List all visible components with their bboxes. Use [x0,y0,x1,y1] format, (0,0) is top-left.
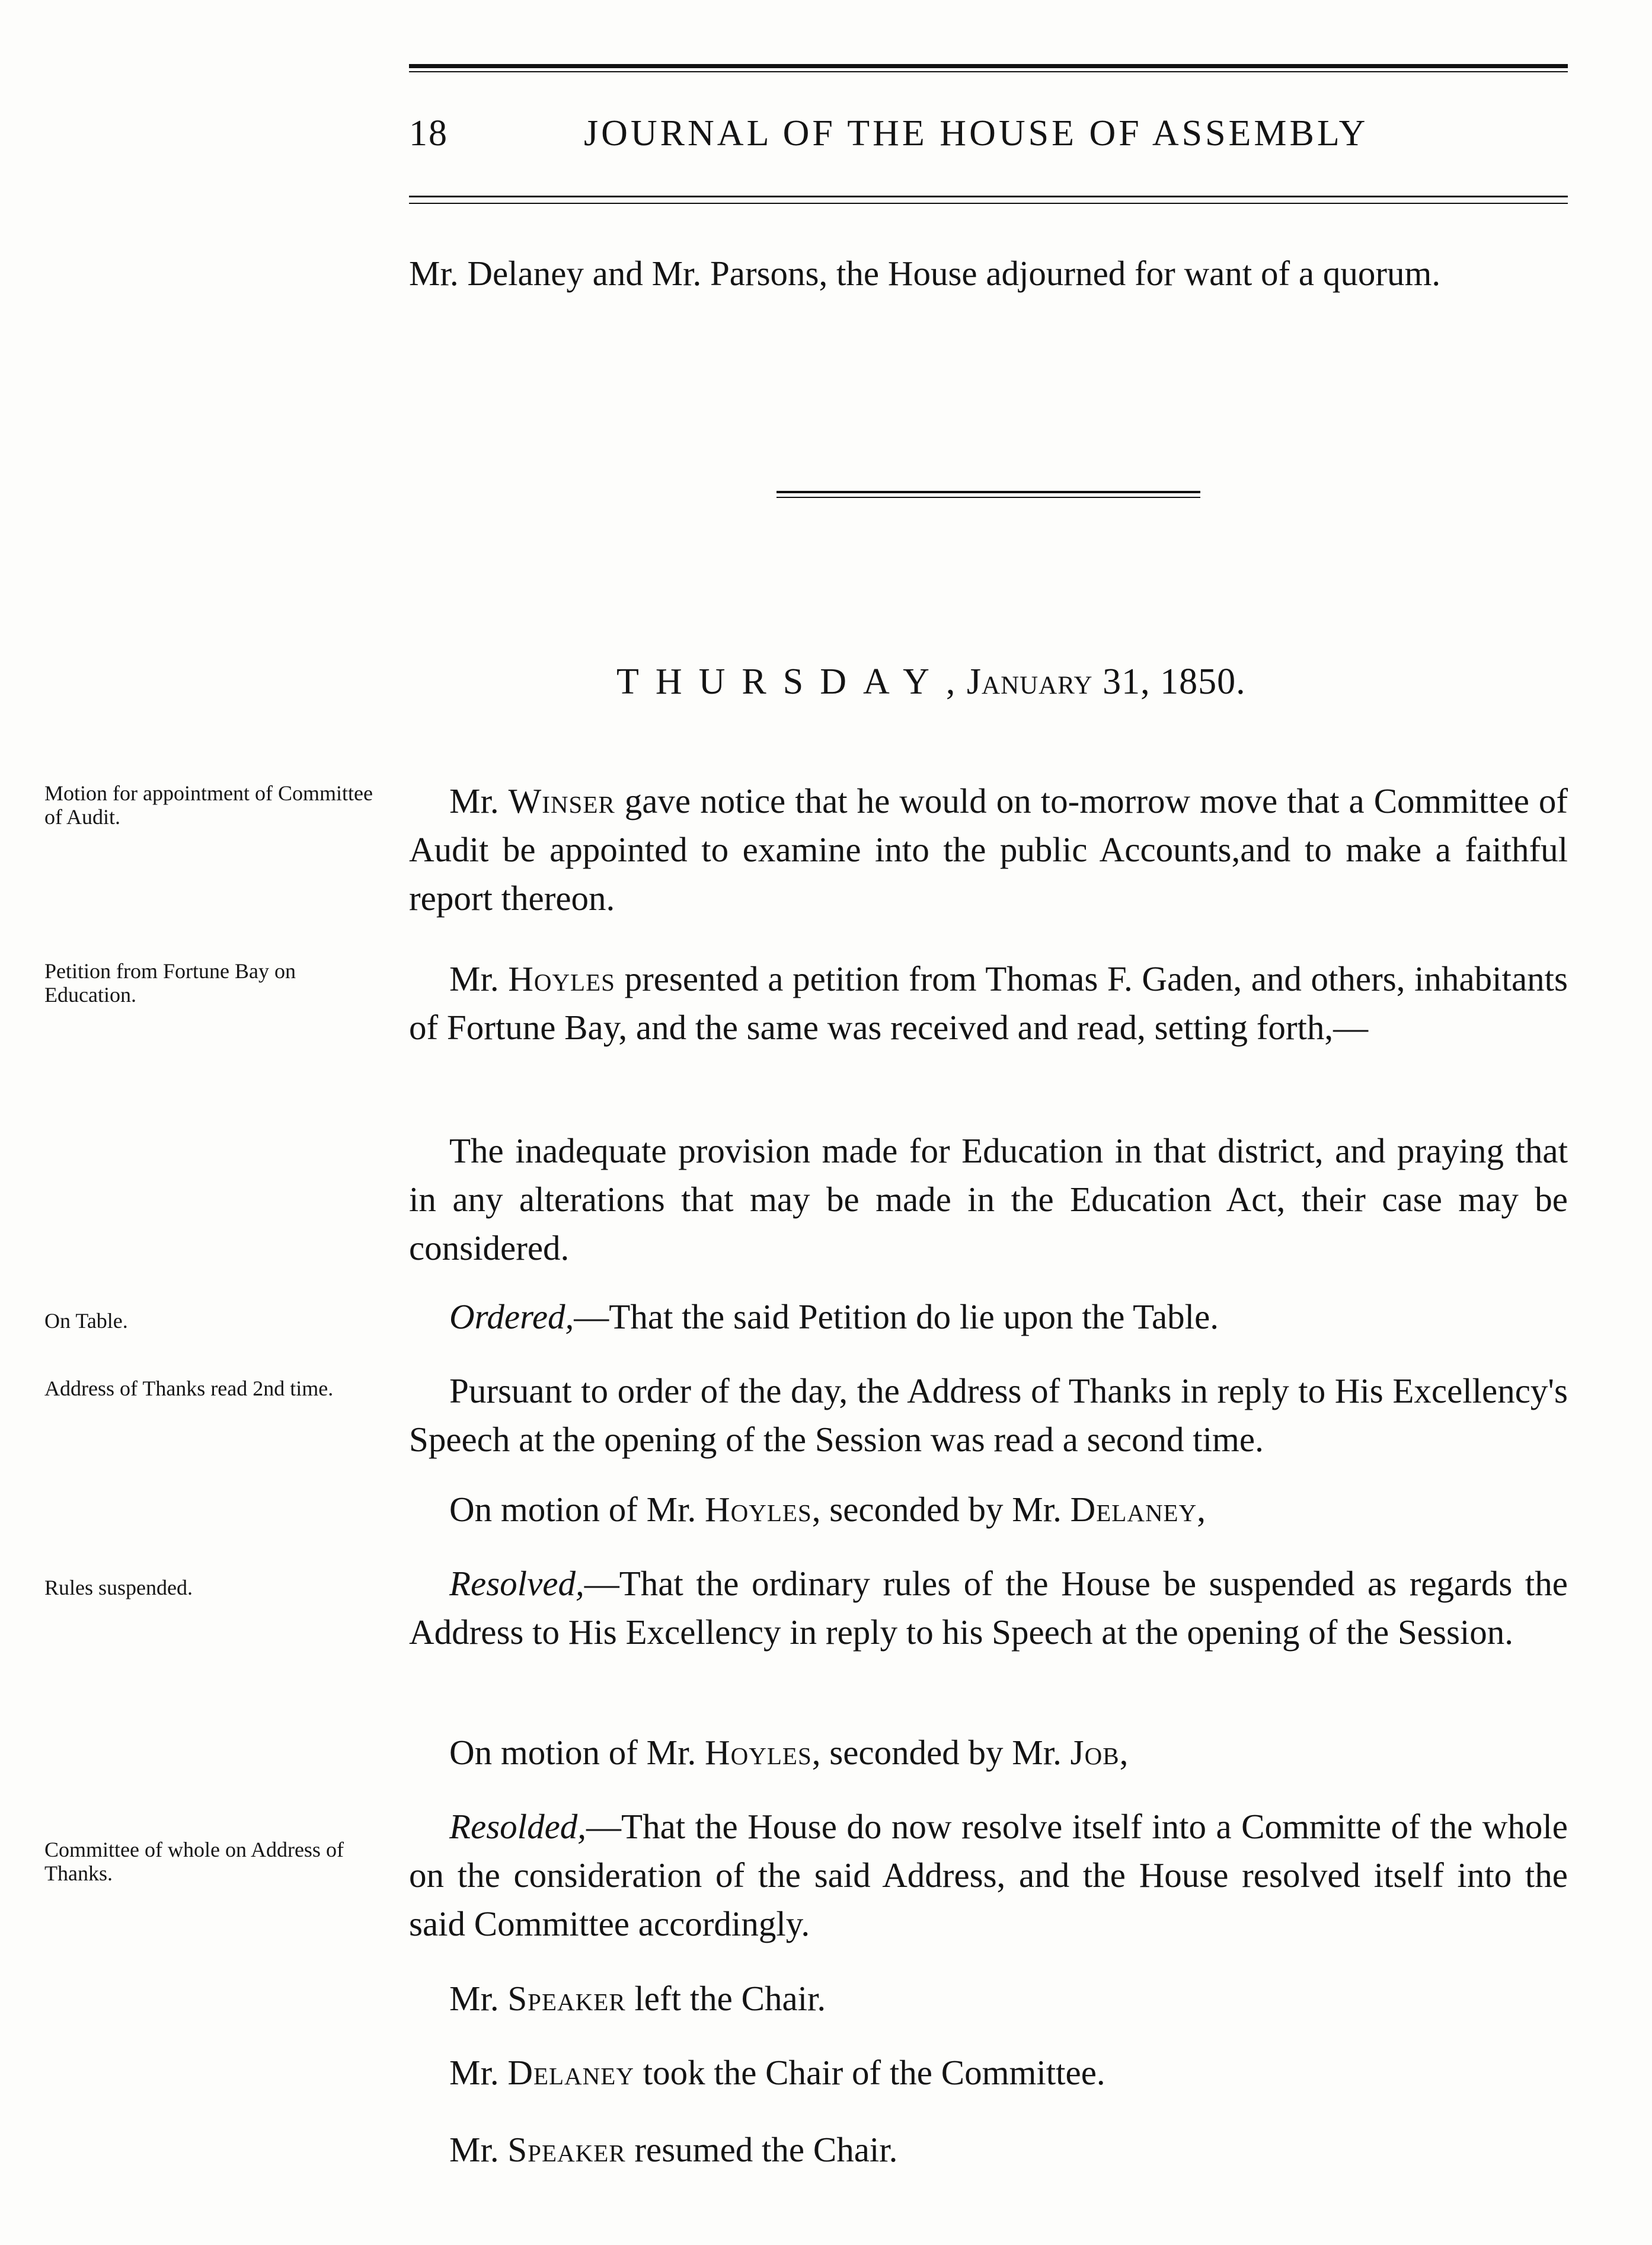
paragraph-address-read: Pursuant to order of the day, the Address of Thanks in reply to His Excellency's Speech at the opening of the Session was read a second time. [409,1371,1568,1459]
ordered-lead: Ordered, [449,1297,574,1336]
page-title: JOURNAL OF THE HOUSE OF ASSEMBLY [584,113,1369,154]
member-name: Delaney [1070,1490,1197,1529]
paragraph-resolved-committee: Resolded,—That the House do now resolve itself into a Committe of the whole on the consideration of the said Address, and the House resolved itself into the said Committee accordingly. [409,1807,1568,1943]
date-text: January 31, 1850. [966,662,1246,702]
paragraph-audit-notice: Mr. Winser gave notice that he would on to-morrow move that a Committee of Audit be appointed to examine into the public Accounts,and to make a faithful report thereon. [409,781,1568,918]
member-name: Speaker [507,1979,626,2018]
member-name: Hoyles [508,959,615,998]
margin-note-petition: Petition from Fortune Bay on Education. [44,959,296,1007]
header-top-rule-thin [409,71,1568,72]
header-bottom-rule [409,196,1568,197]
member-name: Delaney [507,2053,634,2092]
margin-note-audit: Motion for appointment of Committee of Audit. [44,781,373,829]
continuation-paragraph: Mr. Delaney and Mr. Parsons, the House adjourned for want of a quorum. [409,254,1441,293]
margin-note-address: Address of Thanks read 2nd time. [44,1377,334,1400]
header-top-rule [409,64,1568,68]
resolved-lead: Resolved, [449,1564,584,1603]
section-divider-thin [777,497,1200,498]
date-heading: THURSDAY, January 31, 1850. [616,662,1246,702]
page-number: 18 [409,113,448,154]
paragraph-speaker-left: Mr. Speaker left the Chair. [449,1979,826,2018]
paragraph-speaker-resumed: Mr. Speaker resumed the Chair. [449,2130,898,2169]
paragraph-motion-1: On motion of Mr. Hoyles, seconded by Mr. Delaney, [449,1490,1206,1529]
member-name: Speaker [507,2130,626,2169]
paragraph-petition: Mr. Hoyles presented a petition from Thomas F. Gaden, and others, inhabitants of Fortune Bay, and the same was received and read, setting forth,— [409,959,1568,1047]
paragraph-resolved-rules: Resolved,—That the ordinary rules of the House be suspended as regards the Address to His Excellency in reply to his Speech at the opening of the Session. [409,1564,1568,1652]
header-bottom-rule-thin [409,203,1568,204]
paragraph-chair-taken: Mr. Delaney took the Chair of the Committee. [449,2053,1105,2092]
paragraph-motion-2: On motion of Mr. Hoyles, seconded by Mr. Job, [449,1733,1129,1772]
paragraph-petition-content: The inadequate provision made for Education in that district, and praying that in any alterations that may be made in the Education Act, their case may be considered. [409,1131,1568,1267]
member-name: Hoyles [705,1733,812,1772]
member-name: Winser [508,781,615,820]
margin-note-rules: Rules suspended. [44,1576,193,1599]
member-name: Hoyles [705,1490,812,1529]
section-divider [777,491,1200,493]
margin-note-table: On Table. [44,1309,128,1333]
date-day: THURSDAY [616,662,946,702]
member-name: Job [1070,1733,1120,1772]
resolded-lead: Resolded, [449,1807,587,1846]
margin-note-committee: Committee of whole on Address of Thanks. [44,1838,344,1885]
paragraph-ordered: Ordered,—That the said Petition do lie upon the Table. [449,1297,1219,1336]
